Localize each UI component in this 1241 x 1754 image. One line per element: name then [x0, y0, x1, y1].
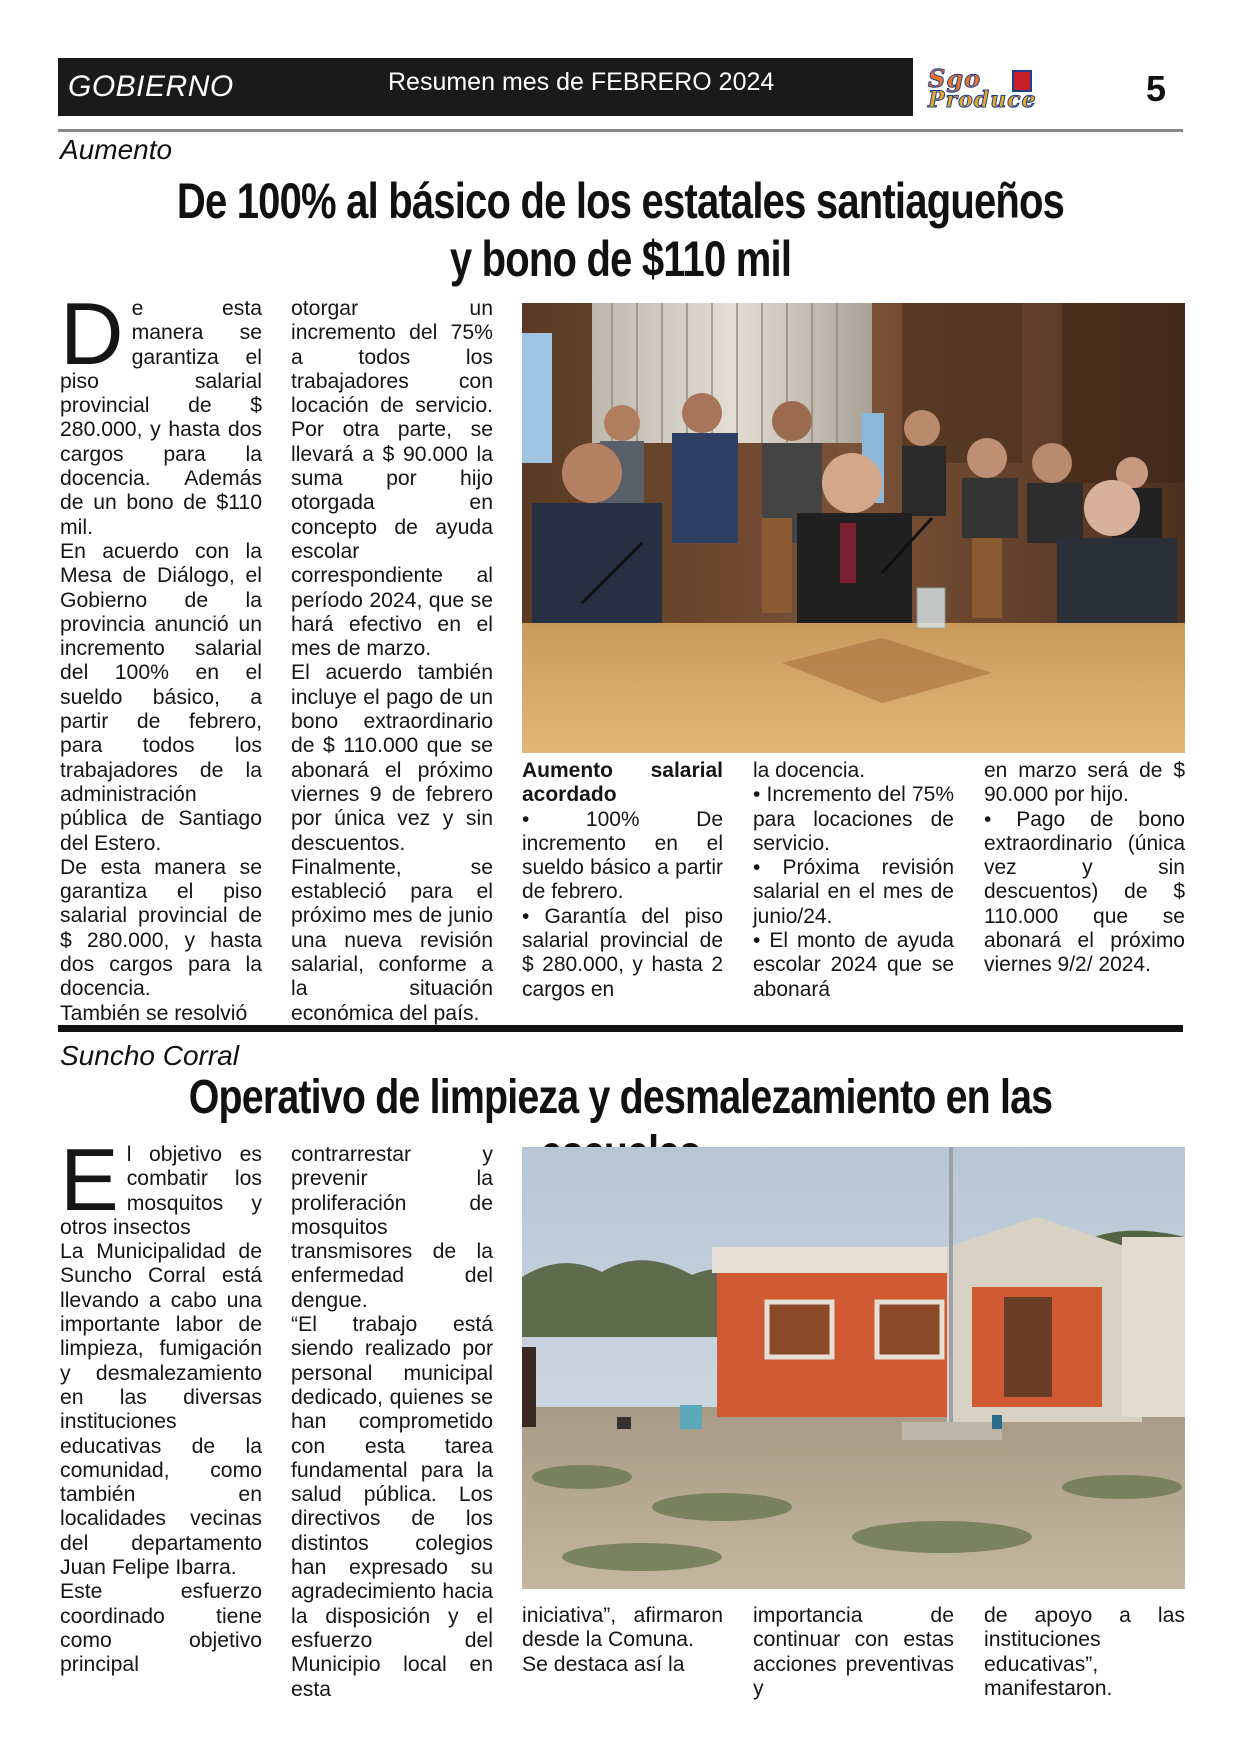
article1-box-col2-b1: • Incremento del 75% para locaciones de servicio.: [753, 783, 954, 855]
article2-kicker: Suncho Corral: [60, 1040, 239, 1071]
article2-col1-p2: La Municipalidad de Suncho Corral está llevando a cabo una importante labor de limpieza, fumigación y desmalezamiento en las diversas instituciones educativas de la comunidad, como también en localidades vecinas del departamento Juan Felipe Ibarra.: [60, 1240, 262, 1580]
article1-column1: [60, 284, 262, 1026]
article1-box-col2-b3: • El monto de ayuda escolar 2024 que se abonará: [753, 929, 954, 1001]
article1-box-col2-t1: la docencia.: [753, 759, 866, 782]
article1-box-col1-b1: • 100% De incremento en el sueldo básico a partir de febrero.: [522, 807, 723, 904]
article1-box-column3: [984, 759, 1185, 978]
article1-dropcap: D: [60, 284, 124, 383]
article2-col1-p3: Este esfuerzo coordinado tiene como objetivo principal: [60, 1580, 262, 1677]
article2-dropcap: E: [60, 1130, 119, 1229]
sgo-produce-logo: [926, 64, 1092, 114]
article1-box-col3-b1: • Pago de bono extraordinario (única vez y sin descuentos) de $ 110.000 que se abonará el próximo viernes 9/2/ 2024.: [984, 807, 1185, 977]
page-number: 5: [1146, 68, 1167, 109]
header-rule: [58, 129, 1183, 132]
article1-col1-p3: De esta manera se garantiza el piso salarial provincial de $ 280.000, y hasta dos cargos para la docencia.: [60, 855, 262, 1001]
article2-column4: [753, 1604, 954, 1701]
article2-column2: [291, 1143, 493, 1702]
logo-line1: Sgo: [928, 64, 982, 93]
article2-col3-p2: Se destaca así la: [522, 1652, 685, 1676]
section-label: GOBIERNO: [68, 70, 234, 103]
article1-col1-p2: En acuerdo con la Mesa de Diálogo, el Gobierno de la provincia anunció un incremento salarial del 100% en el sueldo básico, a partir de febrero, para todos los trabajadores de la administración pública de Santiago del Estero.: [60, 539, 262, 855]
article1-box-col3-t1: en marzo será de $ 90.000 por hijo.: [984, 759, 1185, 807]
article1-col1-p1: e esta manera se garantiza el piso salarial provincial de $ 280.000, y hasta dos cargos para la docencia. Además de un bono de $110 mil.: [60, 297, 262, 539]
article1-box-col2-b2: • Próxima revisión salarial en el mes de junio/24.: [753, 856, 954, 928]
section-divider: [58, 1025, 1183, 1032]
article2-column5: [984, 1604, 1185, 1701]
article1-box-column2: [753, 759, 954, 1002]
article1-kicker: Aumento: [60, 134, 173, 165]
article2-col3-p1: iniciativa”, afirmaron desde la Comuna.: [522, 1604, 723, 1652]
article1-column2: [291, 297, 493, 1026]
article1-col2-p3: Finalmente, se estableció para el próximo mes de junio una nueva revisión salarial, conforme a la situación económica del país.: [291, 855, 493, 1025]
press-conference-photo: [522, 303, 1185, 753]
article1-headline: [171, 172, 1071, 288]
article1-col2-p1: otorgar un incremento del 75% a todos los trabajadores con locación de servicio. Por otra parte, se llevará a $ 90.000 la suma por hijo otorgada en concepto de ayuda escolar correspondiente al período 2024, que se hará efectivo en el mes de marzo.: [291, 297, 493, 661]
article1-col1-p4: También se resolvió: [60, 1001, 248, 1025]
article2-col4-p1: importancia de continuar con estas acciones preventivas y: [753, 1604, 954, 1700]
school-building-photo: [522, 1147, 1185, 1589]
article1-box-col1-b2: • Garantía del piso salarial provincial de $ 280.000, y hasta 2 cargos en: [522, 904, 723, 1001]
issue-title: Resumen mes de FEBRERO 2024: [388, 68, 775, 96]
article2-col5-p1: de apoyo a las instituciones educativas”, manifestaron.: [984, 1604, 1185, 1700]
article2-headline: Operativo de limpieza y desmalezamiento en las: [188, 1071, 1053, 1124]
article1-col2-p2: El acuerdo también incluye el pago de un bono extraordinario de $ 110.000 que se abonará el próximo viernes 9 de febrero por única vez y sin descuentos.: [291, 661, 493, 855]
logo-line2: Produce: [928, 87, 1037, 113]
article1-headline-line2: y bono de $110 mil: [449, 231, 792, 287]
article2-col1-p1: l objetivo es combatir los mosquitos y otros insectos: [60, 1143, 262, 1239]
article1-box-column1: [522, 759, 723, 1002]
article2-col2-p1: contrarrestar y prevenir la proliferación de mosquitos transmisores de la enfermedad del dengue.: [291, 1143, 493, 1312]
article2-col2-p2: “El trabajo está siendo realizado por personal municipal dedicado, quienes se han comprometido con esta tarea fundamental para la salud pública. Los directivos de los distintos colegios han expresado su agradecimiento hacia la disposición y el esfuerzo del Municipio local en esta: [291, 1313, 493, 1701]
article2-column1: [60, 1130, 262, 1678]
article1-headline-line1: De 100% al básico de los estatales santiagueños: [176, 173, 1065, 229]
article2-column3: [522, 1604, 723, 1677]
article1-box-title: Aumento salarial acordado: [522, 759, 723, 807]
